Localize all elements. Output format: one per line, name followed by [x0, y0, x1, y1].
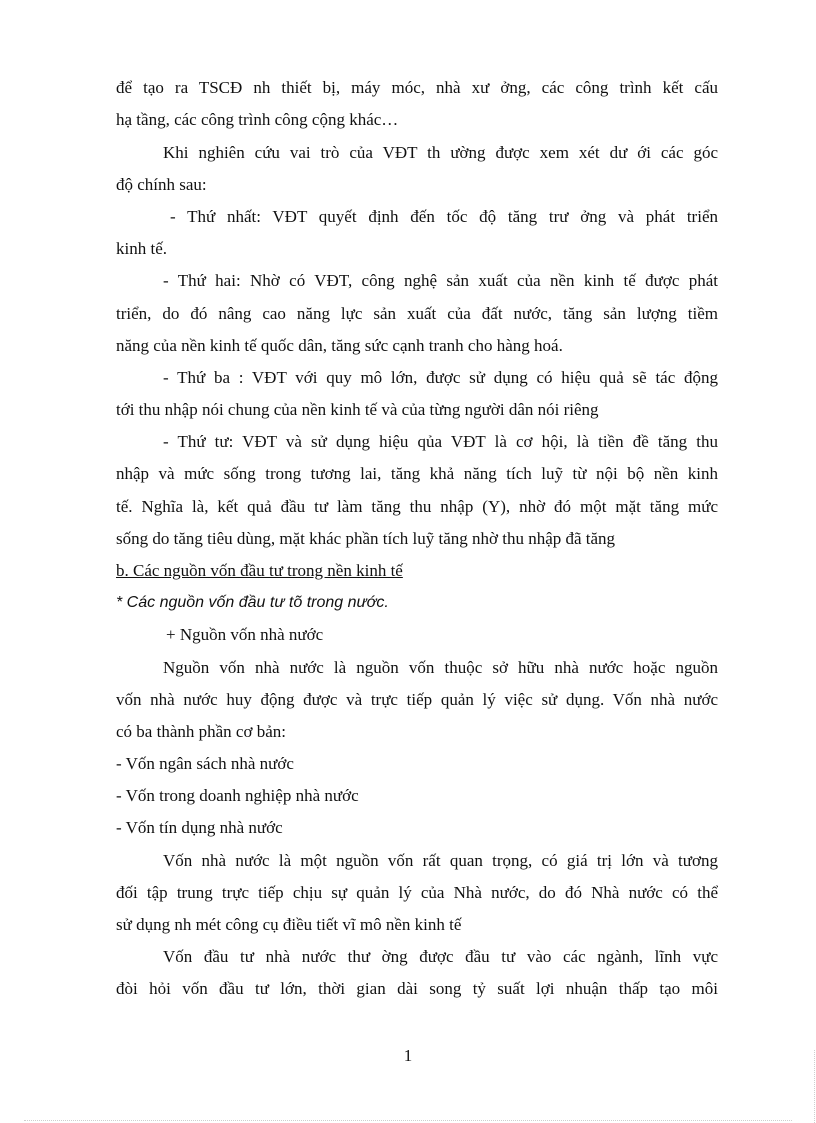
text-line: độ chính sau: [116, 175, 207, 194]
text-line: năng của nền kinh tế quốc dân, tăng sức cạnh tranh cho hàng hoá. [116, 336, 563, 355]
text-line: vốn nhà nước huy động được và trực tiếp quản lý việc sử dụng. Vốn nhà nước [116, 690, 718, 709]
text-line: Khi nghiên cứu vai trò của VĐT th ường được xem xét dư ới các góc [163, 143, 718, 162]
section-heading: b. Các nguồn vốn đầu tư trong nền kinh tế [116, 561, 403, 580]
text-line: - Thứ tư: VĐT và sử dụng hiệu qủa VĐT là cơ hội, là tiền đề tăng thu [163, 432, 718, 451]
page-number: 1 [403, 1046, 413, 1065]
page-border-right [814, 1050, 815, 1123]
list-item: - Vốn ngân sách nhà nước [116, 754, 294, 773]
text-line: Nguồn vốn nhà nước là nguồn vốn thuộc sở hữu nhà nước hoặc nguồn [163, 658, 718, 677]
text-line: có ba thành phần cơ bản: [116, 722, 286, 741]
text-line: đối tập trung trực tiếp chịu sự quản lý của Nhà nước, do đó Nhà nước có thể [116, 883, 718, 902]
text-line: tới thu nhập nói chung của nền kinh tế và của từng người dân nói riêng [116, 400, 599, 419]
text-line: - Thứ hai: Nhờ có VĐT, công nghệ sản xuất của nền kinh tế được phát [163, 271, 718, 290]
page-border-bottom [24, 1120, 792, 1121]
text-line: Vốn đầu tư nhà nước thư ờng được đầu tư vào các ngành, lĩnh vực [163, 947, 718, 966]
text-line: tế. Nghĩa là, kết quả đầu tư làm tăng thu nhập (Y), nhờ đó một mặt tăng mức [116, 497, 718, 516]
list-item: - Vốn trong doanh nghiệp nhà nước [116, 786, 359, 805]
text-line: sống do tăng tiêu dùng, mặt khác phần tích luỹ tăng nhờ thu nhập đã tăng [116, 529, 616, 548]
text-line: - Thứ ba : VĐT với quy mô lớn, được sử dụng có hiệu quả sẽ tác động [163, 368, 718, 387]
subsection-heading: * Các nguồn vốn đầu tư tõ trong nước. [116, 594, 389, 611]
text-line: hạ tầng, các công trình công cộng khác… [116, 110, 399, 129]
text-line: để tạo ra TSCĐ nh thiết bị, máy móc, nhà xư ởng, các công trình kết cấu [116, 78, 718, 97]
text-line: sử dụng nh mét công cụ điều tiết vĩ mô nền kinh tế [116, 915, 462, 934]
list-item: - Vốn tín dụng nhà nước [116, 818, 283, 837]
text-line: nhập và mức sống trong tương lai, tăng khả năng tích luỹ từ nội bộ nền kinh [116, 464, 718, 483]
text-line: - Thứ nhất: VĐT quyết định đến tốc độ tăng trư ởng và phát triển [170, 207, 718, 226]
text-line: Vốn nhà nước là một nguồn vốn rất quan trọng, có giá trị lớn và tương [163, 851, 718, 870]
text-line: kinh tế. [116, 239, 167, 258]
text-line: triển, do đó nâng cao năng lực sản xuất của đất nước, tăng sản lượng tiềm [116, 304, 718, 323]
text-line: + Nguồn vốn nhà nước [166, 625, 324, 644]
text-line: đòi hỏi vốn đầu tư lớn, thời gian dài song tỷ suất lợi nhuận thấp tạo môi [116, 979, 718, 998]
